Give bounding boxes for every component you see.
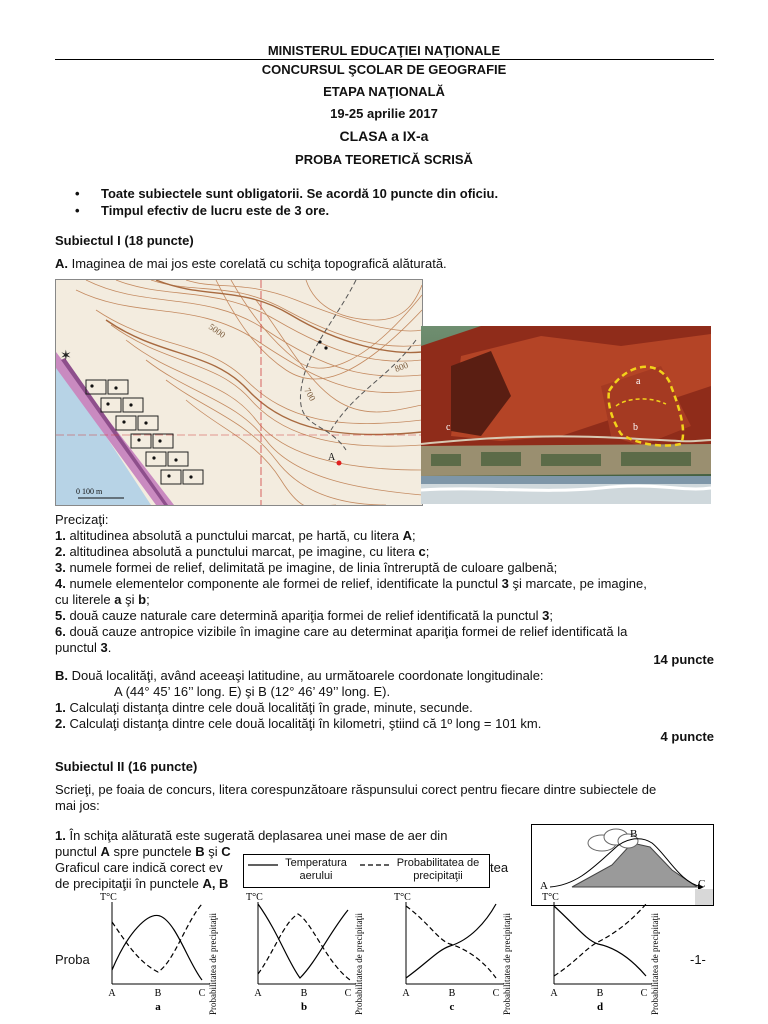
item-6-cont: punctul 3. <box>55 640 112 655</box>
mountain-label-c: C <box>698 878 706 890</box>
graph-tick-label: B <box>300 988 308 999</box>
ministry-title: MINISTERUL EDUCAŢIEI NAŢIONALE <box>267 43 501 58</box>
answer-graphs <box>98 892 698 1018</box>
dates: 19-25 aprilie 2017 <box>330 106 438 121</box>
svg-text:✶: ✶ <box>60 349 72 364</box>
topographic-map <box>55 279 423 506</box>
legend-temperature: Temperatura aerului <box>285 857 347 882</box>
graph-tick-label: B <box>154 988 162 999</box>
graph-tick-label: A <box>550 988 558 999</box>
item-4-cont: cu literele a şi b; <box>55 592 150 607</box>
map-point-a-marker <box>337 461 342 466</box>
header-rule <box>55 59 714 60</box>
mountain-label-a: A <box>540 880 548 892</box>
q1-line-3-end: tea <box>490 860 509 875</box>
B-coordinates: A (44° 45’ 16’’ long. E) şi B (12° 46’ 49’’ long. E). <box>114 684 391 699</box>
graph-axis-temperature: T°C <box>542 892 559 903</box>
subject2-intro-2: mai jos: <box>55 798 100 813</box>
contour-label-800: 800 <box>393 359 410 374</box>
graph-axis-temperature: T°C <box>394 892 411 903</box>
B-item-2: 2. Calculaţi distanţa dintre cele două localităţi în kilometri, ştiind că 1º long = 101 km. <box>55 716 542 731</box>
graph-tick-label: C <box>198 988 206 999</box>
subject2-intro-1: Scrieţi, pe foaia de concurs, litera corespunzătoare răspunsului corect pentru fiecare dintre subiectele de <box>55 782 657 797</box>
q1-line-4: de precipitaţii în punctele A, B <box>55 876 229 891</box>
graph-axis-temperature: T°C <box>100 892 117 903</box>
graph-axis-temperature: T°C <box>246 892 263 903</box>
rule-item-2: • Timpul efectiv de lucru este de 3 ore. <box>75 203 330 218</box>
graph-letter-d: d <box>596 1001 604 1013</box>
graph-axis-precipitation: Probabilitatea de precipitaţii <box>502 913 512 1015</box>
graph-letter-b: b <box>300 1001 308 1013</box>
legend-precipitation: Probabilitatea de precipitaţii <box>396 857 480 882</box>
grade-title: CLASA a IX-a <box>339 128 429 144</box>
graph-axis-precipitation: Probabilitatea de precipitaţii <box>650 913 660 1015</box>
subject1-A-intro: A. Imaginea de mai jos este corelată cu schiţa topografică alăturată. <box>55 256 447 271</box>
graph-a <box>112 902 210 984</box>
B-item-1: 1. Calculaţi distanţa dintre cele două localităţi în grade, minute, secunde. <box>55 700 473 715</box>
graph-tick-label: C <box>492 988 500 999</box>
graph-tick-label: A <box>402 988 410 999</box>
subject2-title: Subiectul II (16 puncte) <box>55 759 198 774</box>
contour-label-5000: 5000 <box>206 321 228 340</box>
subject1-B-intro: B. Două localităţi, având aceeaşi latitudine, au următoarele coordonate longitudinale: <box>55 668 544 683</box>
item-4: 4. numele elementelor componente ale formei de relief, identificate la punctul 3 şi marcate, pe imagine, <box>55 576 647 591</box>
q1-line-2: punctul A spre punctele B şi C <box>55 844 231 859</box>
graph-tick-label: A <box>254 988 262 999</box>
photo-label-a: a <box>636 376 641 387</box>
chart-legend <box>243 854 490 888</box>
contest-title: CONCURSUL ŞCOLAR DE GEOGRAFIE <box>261 62 507 77</box>
footer-page-number: -1- <box>690 952 706 967</box>
graph-axis-precipitation: Probabilitatea de precipitaţii <box>354 913 364 1015</box>
stage-title: ETAPA NAŢIONALĂ <box>323 84 445 99</box>
graph-c <box>406 902 504 984</box>
contour-label-700: 700 <box>302 386 318 403</box>
precizati-label: Precizaţi: <box>55 512 109 527</box>
item-1: 1. altitudinea absolută a punctului marcat, pe hartă, cu litera A; <box>55 528 416 543</box>
points-B: 4 puncte <box>660 729 714 744</box>
test-title: PROBA TEORETICĂ SCRISĂ <box>295 152 473 167</box>
graph-tick-label: A <box>108 988 116 999</box>
graph-axis-precipitation: Probabilitatea de precipitaţii <box>208 913 218 1015</box>
item-3: 3. numele formei de relief, delimitată pe imagine, de linia întreruptă de culoare galbenă; <box>55 560 558 575</box>
map-point-a-label: A <box>328 452 336 463</box>
graph-tick-label: B <box>448 988 456 999</box>
photo-label-c: c <box>446 422 451 433</box>
q1-line-3: Graficul care indică corect ev <box>55 860 223 875</box>
graph-tick-label: B <box>596 988 604 999</box>
subject1-title: Subiectul I (18 puncte) <box>55 233 194 248</box>
item-6: 6. două cauze antropice vizibile în imagine care au determinat apariţia formei de relief identificată la <box>55 624 628 639</box>
footer-left: Proba <box>55 952 90 967</box>
q1-line-1: 1. În schiţa alăturată este sugerată deplasarea unei mase de aer din <box>55 828 448 843</box>
rule-item-1: • Toate subiectele sunt obligatorii. Se acordă 10 puncte din oficiu. <box>75 186 499 201</box>
graph-b <box>258 902 356 984</box>
item-5: 5. două cauze naturale care determină apariţia formei de relief identificată la punctul 3; <box>55 608 553 623</box>
landslide-photo <box>421 326 711 504</box>
mountain-label-b: B <box>630 828 638 840</box>
map-scale-label: 0 100 m <box>76 487 103 496</box>
graph-letter-a: a <box>155 1001 161 1013</box>
photo-label-b: b <box>633 422 638 433</box>
graph-d <box>554 902 652 984</box>
graph-letter-c: c <box>449 1001 455 1013</box>
points-A: 14 puncte <box>653 652 714 667</box>
item-2: 2. altitudinea absolută a punctului marcat, pe imagine, cu litera c; <box>55 544 430 559</box>
graph-tick-label: C <box>344 988 352 999</box>
graph-tick-label: C <box>640 988 648 999</box>
